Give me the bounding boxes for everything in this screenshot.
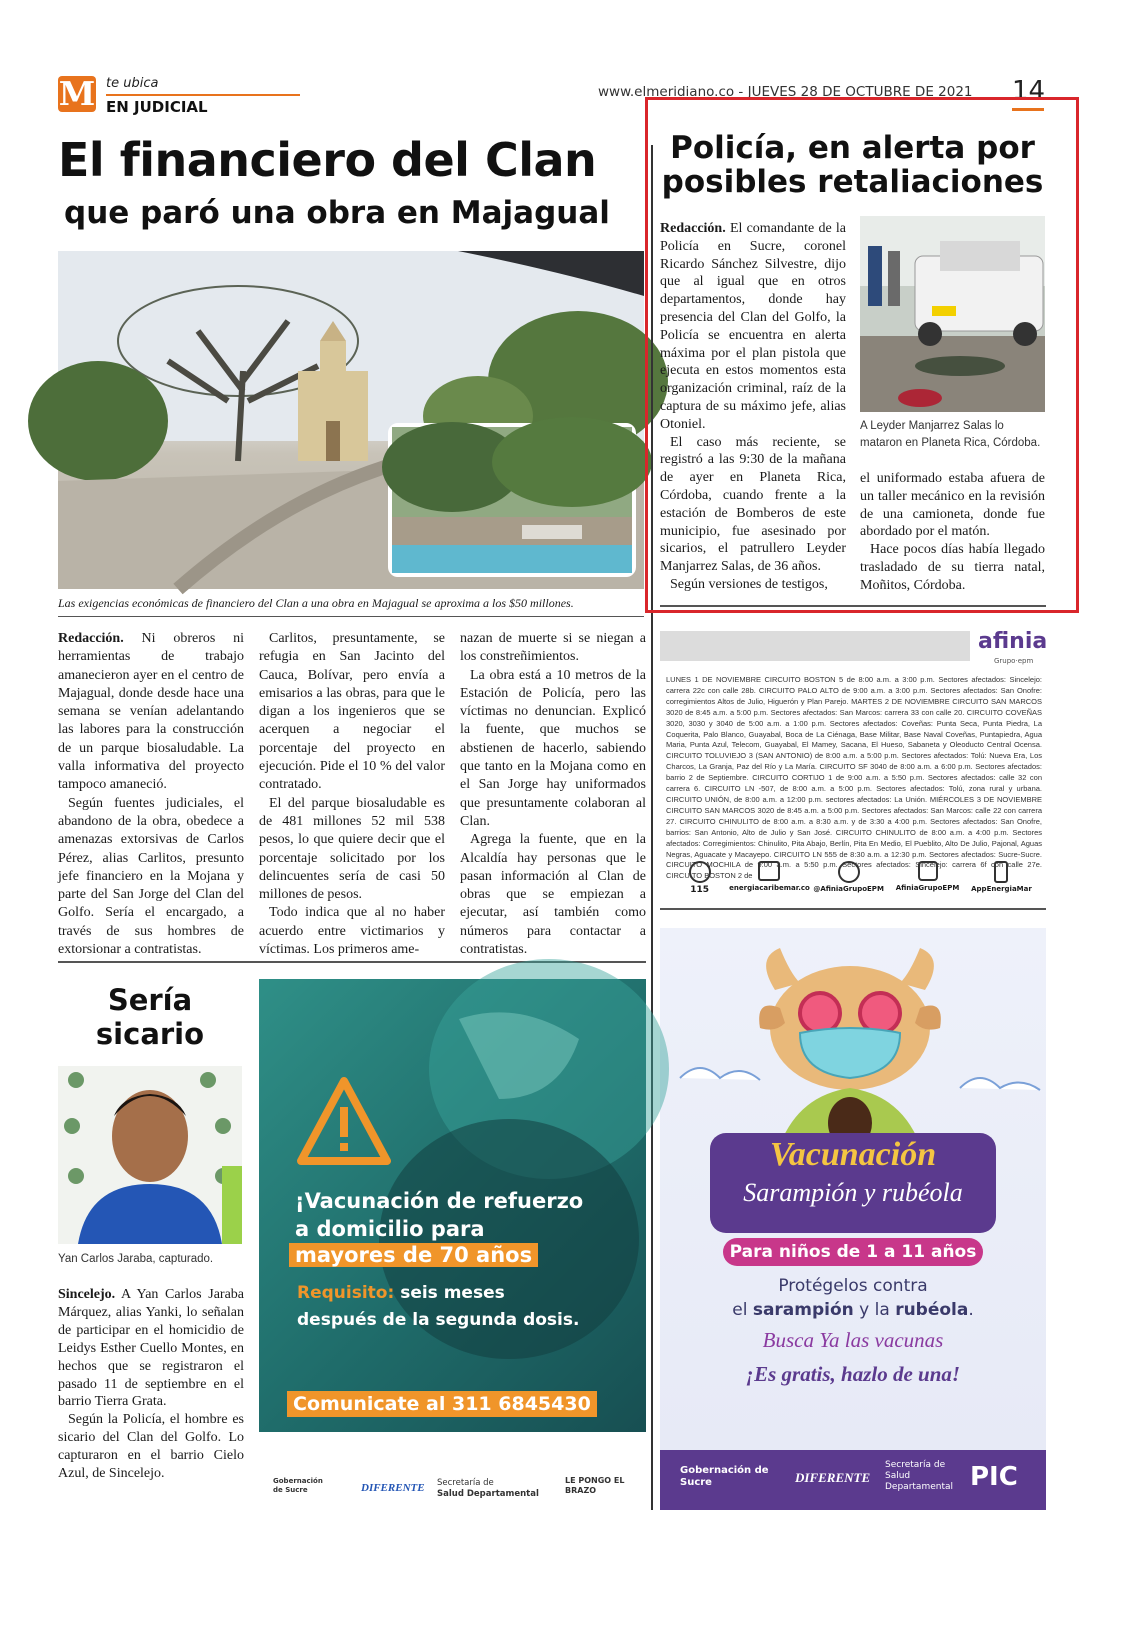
police-headline-line2: posibles retaliaciones: [661, 164, 1044, 200]
sicario-p1: A Yan Carlos Jaraba Márquez, alias Yanki, lo señalan de participar en el homicidio de Leidys Esther Cuello Montes, en hechos que se registraron el pasado 11 de septiembre en el barrio Tierra Grata.: [58, 1287, 244, 1410]
police-col2-p2: Hace pocos días había llegado trasladado de su tierra natal, Moñitos, Córdoba.: [860, 542, 1045, 593]
facebook-icon: [918, 861, 938, 881]
police-col1-p1: El comandante de la Policía en Sucre, coronel Ricardo Sánchez Silvestre, dijo que al igual que en otros departamentos, donde hay presencia del Clan del Golfo, la Policía se encuentra en alerta máxima por el plan pistola que ejecuta en estos momentos esta organización criminal, raíz de la captura de su máximo jefe, alias Otoniel.: [660, 221, 846, 432]
main-col2-p2: El del parque biosaludable es de 481 millones 52 mil 538 pesos, lo que quiere decir que el porcentaje solicitado por los delincuentes sería de casi 50 millones de pesos.: [259, 795, 445, 903]
sicario-headline-line2: sicario: [95, 1017, 205, 1051]
main-headline-line2: que paró una obra en Majagual: [64, 195, 610, 231]
police-story-column-2: [860, 470, 1045, 595]
main-col3-p3: Agrega la fuente, que en la Alcaldía hay personas que le pasan información al Clan de obras que se empiezan a ejecutar, así también como números para contactar a contratistas.: [460, 832, 646, 958]
police-story-bottom-rule: [660, 605, 1046, 607]
sicario-story-body: [58, 1286, 244, 1483]
sarampion-footer: [660, 1450, 1046, 1510]
sarampion-logo-pic: PIC: [970, 1462, 1018, 1492]
main-col3-p2: La obra está a 10 metros de la Estación de Policía, pero las víctimas no denuncian. Explicó la fuente, que muchos se abstienen de hacerlo, sabiendo que tanto en la Mojana como en el San Jorge hay uniformados que presuntamente colaboran al Clan.: [460, 667, 646, 829]
page-number: 14: [1012, 76, 1046, 106]
sarampion-script-line: Busca Ya las vacunas: [762, 1328, 944, 1352]
main-col2-p3: Todo indica que al no haber acuerdo entre victimarios y víctimas. Los primeros ame-: [259, 905, 445, 958]
refuerzo-logo-diferente: DIFERENTE: [361, 1482, 425, 1494]
main-col1-p2: Según fuentes judiciales, el abandono de la obra, obedece a amenazas extorsivas de Carlos Pérez, alias Carlitos, presunto jefe financiero en la Mojana y parte del San Jorge del Clan del Golfo. Sería el encargado, a través de sus hombres de extorsionar a contratistas.: [58, 795, 244, 958]
refuerzo-logo-secretaria-b: Salud Departamental: [437, 1489, 539, 1499]
vaccine-refuerzo-ad: [259, 979, 646, 1432]
police-story-column-1: [660, 220, 846, 594]
refuerzo-requirement-line2: después de la segunda dosis.: [297, 1310, 580, 1330]
police-col1-p2: El caso más reciente, se registró a las 9:30 de la mañana de ayer en Planeta Rica, Córdoba, cuando frente a la estación de Bomberos de este municipio, fue asesinado por sicarios, el patrullero Leyder Manjarrez Salas, de 36 años.: [660, 434, 846, 575]
afinia-brand: afinia: [978, 629, 1048, 654]
sarampion-free-line: ¡Es gratis, hazlo de una!: [745, 1362, 961, 1386]
section-name: EN JUDICIAL: [106, 98, 208, 116]
section-kicker: te ubica: [106, 76, 159, 91]
twitter-icon: [838, 861, 860, 883]
afinia-contact-facebook: AfiniaGrupoEPM: [888, 861, 967, 901]
sicario-lead: Sincelejo.: [58, 1287, 116, 1302]
main-story-column-2: [259, 630, 445, 959]
inset-photo-construction: [388, 423, 636, 577]
sarampion-logo-diferente: DIFERENTE: [795, 1470, 871, 1485]
afinia-contact-web: energiacaribemar.co: [729, 861, 809, 901]
section-kicker-rule: [106, 94, 300, 96]
afinia-contact-hotline: 115: [670, 861, 729, 901]
police-col1-p3: Según versiones de testigos,: [670, 576, 828, 592]
dateline: www.elmeridiano.co - JUEVES 28 DE OCTUBRE DE 2021: [598, 84, 973, 100]
refuerzo-logo-brazo: LE PONGO EL BRAZO: [565, 1476, 625, 1495]
afinia-schedule: LUNES 1 DE NOVIEMBRE CIRCUITO BOSTON 5 de 8:00 a.m. a 3:00 p.m. Sectores afectados: Sincelejo: carrera 22c con calle 28b. CIRCUITO PALO ALTO de 9:00 a.m. a 3:00 p.m. Sectores afectados: San Onofre: corregimientos Altos de Julio, Higuerón y Plan Parejo. MARTES 2 DE NOVIEMBRE CIRCUITO SAN MARCOS 3020 de 8:45 a.m. a 5:00 p.m. Sectores afectados: San Marcos: carrera 33 con calle 20. CIRCUITO COVEÑAS 3020, 3030 y 3040 de 5:00 a.m. a 1:00 p.m. Sectores afectados: Coveñas: Punta Seca, Punta Piedra, La Coquerita, Palo Blanco, Guayabal, Boca de La Ciénaga, Base Militar, Base Naval Coveñas, Puntapiedra, Agua Maria, Punta Azul, Telecom, Guayabal, El Mamey, Sacana, El Hueso, Sabaneta y Oleoducto Central Ocensa. CIRCUITO TOLUVIEJO 3 (SAN ANTONIO) de 8:00 a.m. a 5:00 p.m. Sectores afectados: Tolú: Nueva Era, Los Charcos, La Granja, Paz del Río y La María. CIRCUITO SF 3040 de 8:00 a.m. a 6:00 p.m. Sectores afectados: barrio 2 de Septiembre. CIRCUITO CORTIJO 1 de 9:00 a.m. a 5:50 p.m. Sectores afectados: calle 32 con carrera 6. CIRCUITO LN -507, de 8:00 a.m. a 5:00 p.m. Sectores afectados: Tolú, zona rural y urbana. CIRCUITO UNIÓN, de 8:00 a.m. a 12:00 p.m. sectores afectados: La Unión. MIÉRCOLES 3 DE NOVIEMBRE CIRCUITO SAN MARCOS 3020 de 8:45 a.m. a 5:00 p.m. Sectores afectados: San Marcos: calle 22 con carrera 27. CIRCUITO CHINULITO de 8:00 a.m. a 8:30 a.m. y de 3:30 a 4:00 p.m. Sectores afectados: San Onofre, barrios: San Antonio, Alto de Julio y San José. CIRCUITO CHINULITO de 8:00 a.m. a 4:00 p.m. Sectores afectados: Corregimientos: Chinulito, Pita Abajo, Berlín, Pita En Medio, El Pueblito, Alto De Julio, Pajonal, Aguas Negras, Aguacate y Macayepo. CIRCUITO LN 555 de 8:30 a.m. a 12:30 p.m. Sectores afectados: Sucre-Sucre. CIRCUITO MOCHILA de 9:00 a.m. a 5:50 p.m. Sectores afectados: Sincelejo: carrera 6f con calle 27e. CIRCUITO BOSTON 2 de: [666, 675, 1042, 881]
police-photo-caption: A Leyder Manjarrez Salas lo mataron en Planeta Rica, Córdoba.: [860, 420, 1041, 449]
sarampion-line2: el sarampión y la rubéola.: [732, 1300, 974, 1320]
sicario-mugshot: [58, 1066, 242, 1244]
afinia-contacts: [660, 861, 1046, 901]
main-story-column-3: [460, 630, 646, 959]
main-photo-park: [58, 251, 644, 589]
sicario-headline-line1: Sería: [107, 983, 193, 1017]
sarampion-title1: Vacunación: [769, 1136, 937, 1173]
afinia-bottom-rule: [660, 908, 1046, 910]
main-col2-p1: Carlitos, presuntamente, se refugia en San Jacinto del Cauca, Bolívar, pero envía a emisarios a las obras, para que le digan a los ingenieros que se acerquen a negociar el porcentaje del proyecto en ejecución. Pide el 10 % del valor contratado.: [259, 631, 445, 793]
police-headline-line1: Policía, en alerta por: [670, 130, 1035, 166]
police-lead: Redacción.: [660, 221, 726, 236]
refuerzo-line1: ¡Vacunación de refuerzo: [295, 1189, 584, 1213]
afinia-brand-sub: Grupo·epm: [994, 657, 1034, 665]
sarampion-logo-gobernacion: Gobernación de Sucre: [680, 1465, 769, 1488]
refuerzo-requirement-line1: Requisito: seis meses: [297, 1283, 505, 1303]
phone-icon: [994, 861, 1008, 883]
section-logo: M: [58, 74, 96, 113]
afinia-contact-app: AppEnergiaMar: [967, 861, 1036, 901]
refuerzo-logo-secretaria-a: Secretaría de: [437, 1478, 494, 1488]
refuerzo-logo-gobernacion: Gobernación de Sucre: [273, 1477, 323, 1494]
headset-icon: [689, 861, 711, 883]
main-photo-caption: Las exigencias económicas de financiero del Clan a una obra en Majagual se aproxima a los $50 millones.: [58, 596, 574, 610]
sarampion-ad: [660, 928, 1046, 1510]
sarampion-line1: Protégelos contra: [778, 1276, 928, 1296]
main-caption-rule: [58, 616, 644, 617]
main-headline-line1: El financiero del Clan: [58, 133, 597, 187]
web-icon: [758, 861, 780, 881]
afinia-ad: [660, 623, 1046, 909]
main-story-column-1: [58, 630, 244, 959]
warning-triangle-icon: [295, 1075, 393, 1167]
afinia-contact-twitter: @AfiniaGrupoEPM: [809, 861, 888, 901]
refuerzo-logos: [259, 1432, 646, 1510]
sarampion-logo-secretaria: Secretaría de Salud Departamental: [885, 1460, 953, 1492]
refuerzo-highlight: mayores de 70 años: [289, 1243, 538, 1267]
refuerzo-line2: a domicilio para: [295, 1217, 485, 1241]
main-col1-p1: Ni obreros ni herramientas de trabajo amanecieron ayer en el centro de Majagual, donde desde hace una semana se venían adelantando las labores para la construcción de un parque biosaludable. La valla informativa del proyecto tampoco amaneció.: [58, 631, 244, 793]
refuerzo-cta: Comunicate al 311 6845430: [287, 1391, 597, 1417]
main-lead: Redacción.: [58, 631, 124, 646]
police-photo-crime-scene: [860, 216, 1045, 412]
sicario-p2: Según la Policía, el hombre es sicario del Clan del Golfo. Lo capturaron en el barrio Cielo Azul, de Sincelejo.: [58, 1412, 244, 1482]
police-col2-p1: el uniformado estaba afuera de un taller mecánico en la revisión de una camioneta, donde fue abordado por el matón.: [860, 471, 1045, 540]
main-col3-p1: nazan de muerte si se niegan a los constreñimientos.: [460, 631, 646, 665]
afinia-header-bar: [660, 631, 970, 661]
sicario-photo-caption: Yan Carlos Jaraba, capturado.: [58, 1253, 214, 1265]
sarampion-title2: Sarampión y rubéola: [743, 1178, 963, 1207]
age-badge: Para niños de 1 a 11 años: [723, 1238, 983, 1266]
